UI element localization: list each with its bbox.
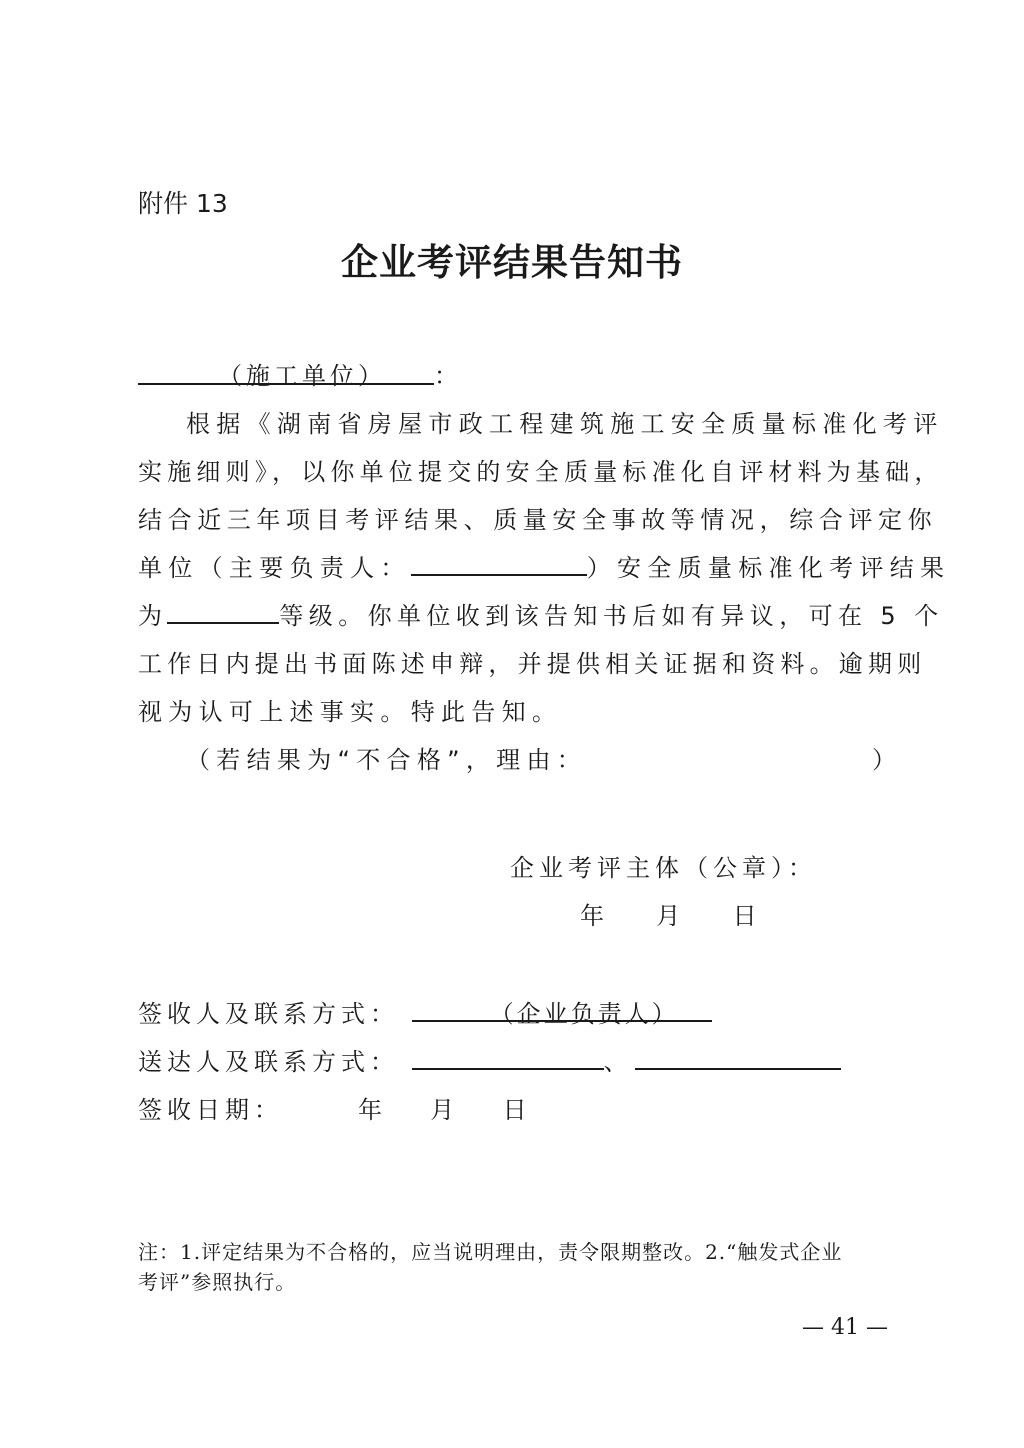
principal-field[interactable]	[411, 550, 587, 576]
receipt-date-month: 月	[430, 1096, 460, 1124]
reason-line	[186, 740, 587, 775]
page-number: — 41 —	[802, 1315, 888, 1340]
issue-date-day: 日	[732, 902, 762, 930]
grade-suffix: 等级。你单位收到该告知书后如有异议，可在 5 个	[279, 602, 944, 630]
receipt-date-row	[138, 1090, 283, 1125]
principal-label: 单位（主要负责人：	[138, 554, 411, 582]
body-line-7: 视为认可上述事实。特此告知。	[138, 698, 563, 726]
deliverer-field-2[interactable]	[635, 1042, 841, 1070]
receiver-label: 签收人及联系方式：	[138, 1000, 399, 1028]
addressee-field[interactable]: （施工单位）	[138, 356, 434, 385]
deliverer-separator: 、	[603, 1048, 633, 1076]
receipt-date-year: 年	[358, 1096, 387, 1124]
footnote-line-1: 注：1.评定结果为不合格的，应当说明理由，责令限期整改。2.“触发式企业	[138, 1240, 843, 1264]
body-line-4	[138, 548, 950, 583]
addressee-colon: ：	[434, 362, 465, 390]
body-line-3: 结合近三年项目考评结果、质量安全事故等情况，综合评定你	[138, 506, 938, 534]
body-line-6: 工作日内提出书面陈述申辩，并提供相关证据和资料。逾期则	[138, 650, 927, 678]
footnote-line-2: 考评”参照执行。	[138, 1270, 297, 1294]
deliverer-row	[138, 1042, 841, 1077]
reason-close-paren: ）	[872, 746, 903, 774]
issue-date-year: 年	[580, 902, 609, 930]
grade-field[interactable]	[167, 598, 279, 624]
issue-date	[580, 896, 762, 931]
body-line-5	[138, 596, 944, 631]
receipt-date	[358, 1090, 532, 1125]
reason-label: （若结果为“不合格”，理由：	[186, 746, 588, 774]
deliverer-field-1[interactable]	[412, 1042, 604, 1070]
result-label: ）安全质量标准化考评结果	[586, 554, 951, 582]
body-line-1: 根据《湖南省房屋市政工程建筑施工安全质量标准化考评	[186, 410, 944, 438]
receipt-date-label: 签收日期：	[138, 1096, 283, 1124]
receiver-row	[138, 994, 712, 1029]
document-title: 企业考评结果告知书	[341, 240, 683, 284]
body-line-2: 实施细则》，以你单位提交的安全质量标准化自评材料为基础，	[138, 458, 944, 486]
deliverer-label: 送达人及联系方式：	[138, 1048, 399, 1076]
addressee-line	[138, 356, 464, 391]
attachment-label: 附件 13	[138, 189, 228, 218]
receiver-field[interactable]: （企业负责人）	[412, 994, 712, 1022]
issue-date-month: 月	[656, 902, 686, 930]
issuer-seal-label: 企业考评主体（公章）：	[510, 854, 817, 882]
grade-prefix: 为	[138, 602, 168, 630]
receipt-date-day: 日	[502, 1096, 532, 1124]
